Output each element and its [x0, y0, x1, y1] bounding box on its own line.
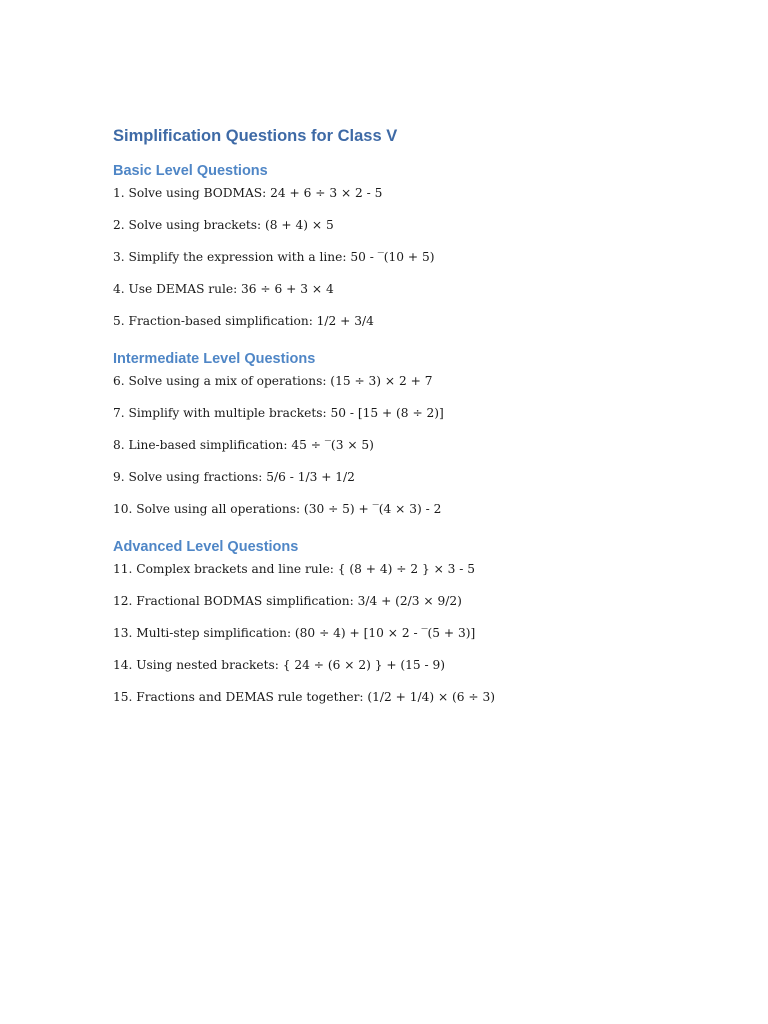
question-14: 14. Using nested brackets: { 24 ÷ (6 × 2) } + (15 - 9) [113, 658, 446, 672]
section-heading-advanced: Advanced Level Questions [113, 539, 299, 555]
section-basic [113, 160, 713, 342]
question-15: 15. Fractions and DEMAS rule together: (1/2 + 1/4) × (6 ÷ 3) [113, 690, 496, 704]
question-10: 10. Solve using all operations: (30 ÷ 5) + ‾(4 × 3) - 2 [113, 502, 442, 516]
question-7: 7. Simplify with multiple brackets: 50 - [15 + (8 ÷ 2)] [113, 406, 444, 420]
document-body [113, 124, 713, 708]
section-heading-intermediate: Intermediate Level Questions [113, 351, 316, 367]
question-5: 5. Fraction-based simplification: 1/2 + 3/4 [113, 314, 374, 328]
question-12: 12. Fractional BODMAS simplification: 3/4 + (2/3 × 9/2) [113, 594, 462, 608]
question-9: 9. Solve using fractions: 5/6 - 1/3 + 1/2 [113, 470, 355, 484]
section-advanced [113, 536, 713, 708]
question-3: 3. Simplify the expression with a line: 50 - ‾(10 + 5) [113, 250, 435, 264]
question-11: 11. Complex brackets and line rule: { (8 + 4) ÷ 2 } × 3 - 5 [113, 562, 476, 576]
spacer [113, 148, 713, 160]
question-4: 4. Use DEMAS rule: 36 ÷ 6 + 3 × 4 [113, 282, 334, 296]
page-title: Simplification Questions for Class V [113, 127, 398, 145]
question-2: 2. Solve using brackets: (8 + 4) × 5 [113, 218, 334, 232]
question-8: 8. Line-based simplification: 45 ÷ ‾(3 × 5) [113, 438, 374, 452]
question-13: 13. Multi-step simplification: (80 ÷ 4) + [10 × 2 - ‾(5 + 3)] [113, 626, 476, 640]
section-heading-basic: Basic Level Questions [113, 163, 268, 179]
section-intermediate [113, 348, 713, 530]
question-1: 1. Solve using BODMAS: 24 + 6 ÷ 3 × 2 - 5 [113, 186, 383, 200]
question-6: 6. Solve using a mix of operations: (15 ÷ 3) × 2 + 7 [113, 374, 433, 388]
